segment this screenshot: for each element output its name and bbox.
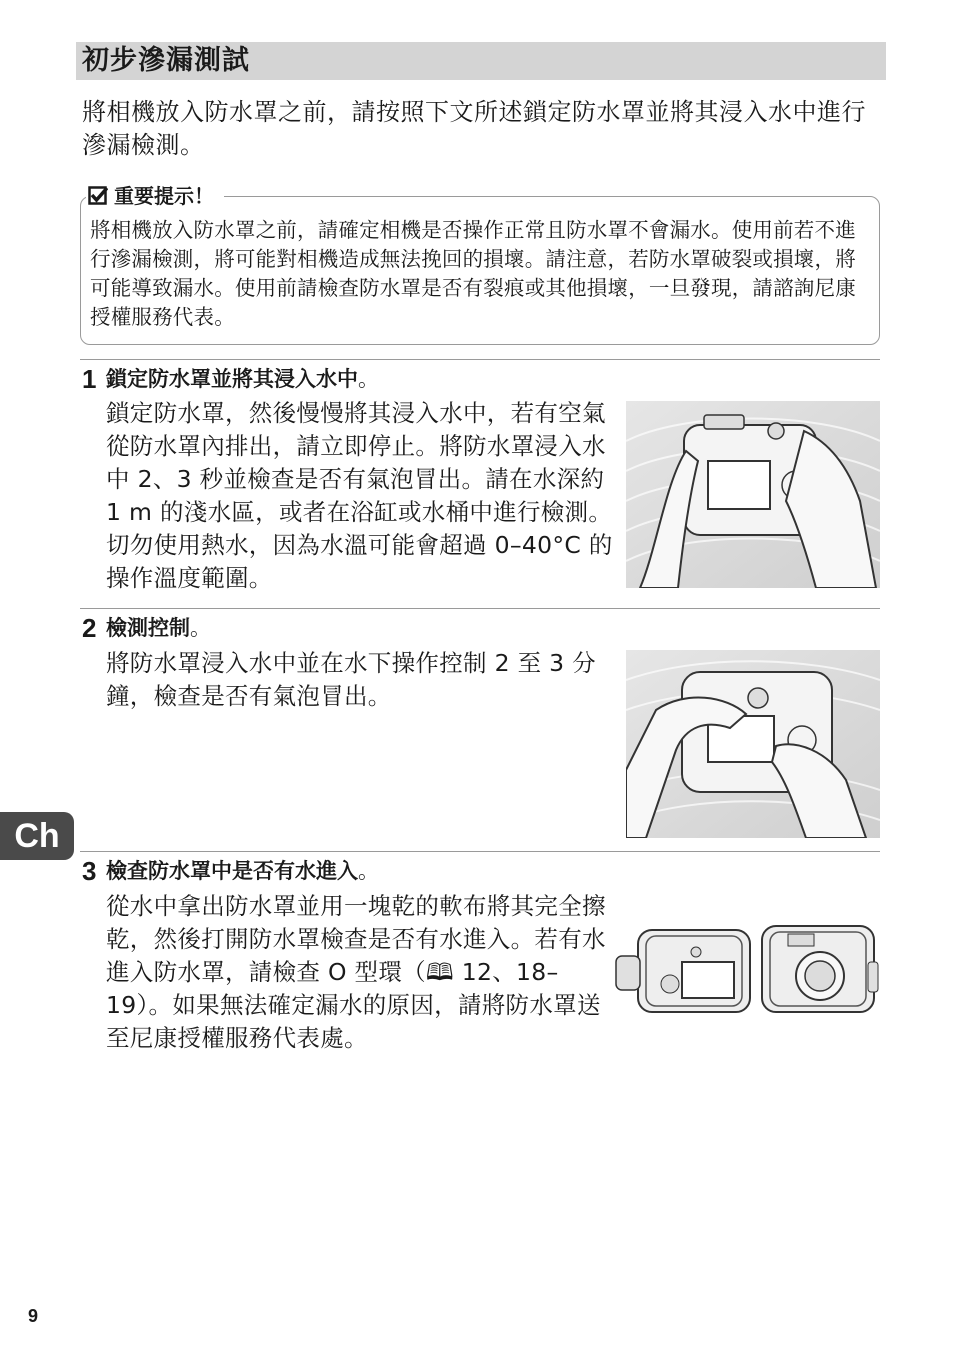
opened-housing-illustration — [612, 922, 880, 1016]
section-heading: 初步滲漏測試 — [76, 42, 886, 80]
step-title: 檢查防水罩中是否有水進入。 — [106, 859, 379, 883]
step-body: 將防水罩浸入水中並在水下操作控制 2 至 3 分鐘，檢查是否有氣泡冒出。 — [106, 649, 596, 710]
important-note-label — [86, 182, 224, 210]
step-number: 1 — [82, 364, 97, 394]
step-divider — [80, 359, 880, 360]
step-title: 鎖定防水罩並將其浸入水中。 — [106, 367, 379, 391]
page-number: 9 — [28, 1306, 39, 1326]
step-title: 檢測控制。 — [106, 616, 211, 640]
step-body: 鎖定防水罩，然後慢慢將其浸入水中，若有空氣從防水罩內排出，請立即停止。將防水罩浸入水中 2、3 秒並檢查是否有氣泡冒出。請在水深約 1 m 的淺水區，或者在浴缸或水桶中進行檢測。切勿使用熱水，因為水溫可能會超過 0–40°C 的操作溫度範圍。 — [106, 399, 613, 592]
important-note-text: 將相機放入防水罩之前，請確定相機是否操作正常且防水罩不會漏水。使用前若不進行滲漏檢測，將可能對相機造成無法挽回的損壞。請注意，若防水罩破裂或損壞，將可能導致漏水。使用前請檢查防水罩是否有裂痕或其他損壞，一旦發現，請諮詢尼康授權服務代表。 — [90, 218, 856, 329]
hands-holding-housing-underwater-illustration — [626, 401, 880, 588]
step-number: 3 — [82, 856, 97, 886]
step-divider — [80, 851, 880, 852]
important-note-title: 重要提示！ — [114, 184, 214, 208]
chapter-language-tab: Ch — [0, 812, 74, 860]
step-divider — [80, 608, 880, 609]
checkbox-check-icon — [88, 186, 108, 206]
operating-controls-underwater-illustration — [626, 650, 880, 838]
intro-paragraph: 將相機放入防水罩之前，請按照下文所述鎖定防水罩並將其浸入水中進行滲漏檢測。 — [82, 98, 866, 159]
step-body: 從水中拿出防水罩並用一塊乾的軟布將其完全擦乾，然後打開防水罩檢查是否有水進入。若有水進入防水罩，請檢查 O 型環（🕮 12、18–19）。如果無法確定漏水的原因，請將防水罩送至尼康授權服務代表處。 — [106, 892, 606, 1052]
step-number: 2 — [82, 613, 97, 643]
